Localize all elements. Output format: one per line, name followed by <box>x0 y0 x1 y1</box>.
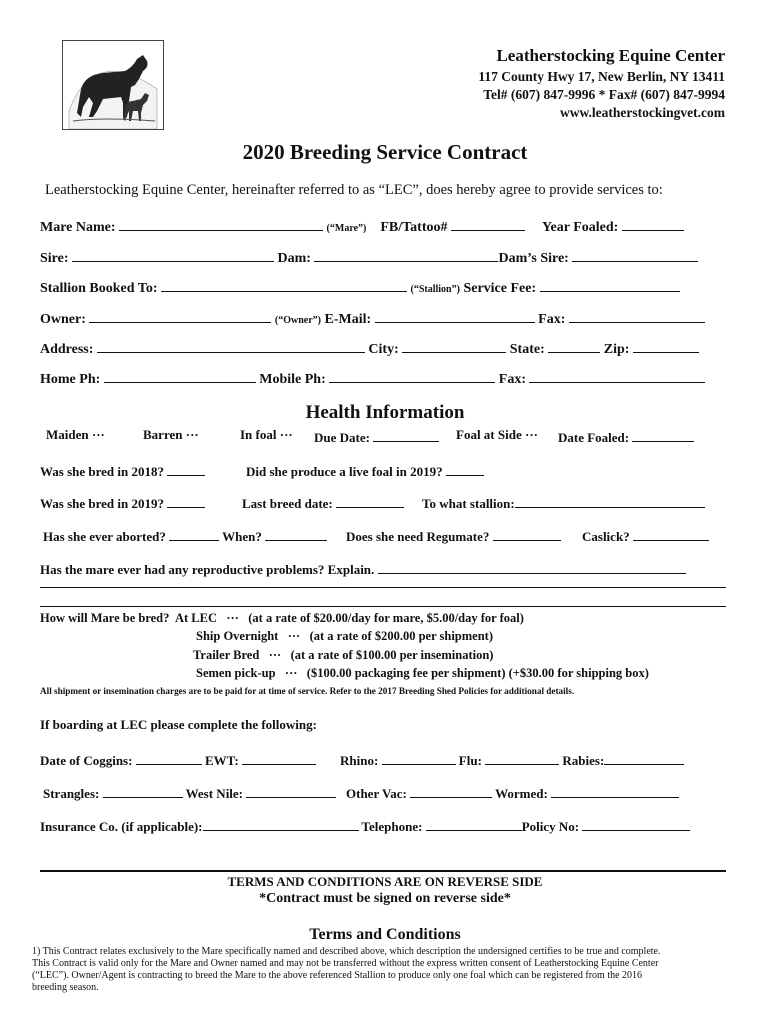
fb-tattoo-field[interactable] <box>451 216 525 231</box>
ewt-field[interactable] <box>242 750 316 765</box>
dam-field[interactable] <box>314 247 498 262</box>
sire-label: Sire: <box>40 251 69 266</box>
service-fee-field[interactable] <box>540 277 680 292</box>
policy-field[interactable] <box>582 816 690 831</box>
fb-tattoo-label: FB/Tattoo# <box>380 220 448 235</box>
trailer-rate: (at a rate of $100.00 per insemination) <box>290 648 494 662</box>
in-foal-checkbox[interactable]: ··· <box>279 427 293 442</box>
intro-text: Leatherstocking Equine Center, hereinafter referred to as “LEC”, does hereby agree to provide services to: <box>45 182 663 198</box>
mare-name-label: Mare Name: <box>40 220 116 235</box>
section-divider <box>40 606 726 607</box>
due-date-field[interactable] <box>373 427 439 442</box>
fax2-label: Fax: <box>498 372 526 387</box>
policy-label: Policy No: <box>521 819 580 834</box>
last-breed-field[interactable] <box>336 493 404 508</box>
insurance-label: Insurance Co. (if applicable): <box>40 819 203 834</box>
flu-label: Flu: <box>458 753 482 768</box>
zip-label: Zip: <box>603 342 630 357</box>
dams-sire-field[interactable] <box>572 247 698 262</box>
mobile-phone-label: Mobile Ph: <box>259 372 326 387</box>
problems-field-line-2[interactable] <box>40 587 726 588</box>
strangles-field[interactable] <box>103 783 183 798</box>
aborted-label: Has she ever aborted? <box>43 529 166 544</box>
city-label: City: <box>368 342 399 357</box>
mare-note: (“Mare”) <box>326 223 367 234</box>
state-label: State: <box>509 342 545 357</box>
regumate-label: Does she need Regumate? <box>346 529 490 544</box>
stallion-field[interactable] <box>161 277 407 292</box>
boarding-intro: If boarding at LEC please complete the following: <box>40 717 317 732</box>
home-phone-label: Home Ph: <box>40 372 101 387</box>
at-lec-checkbox[interactable]: ··· <box>226 611 239 625</box>
coggins-field[interactable] <box>136 750 202 765</box>
org-name: Leatherstocking Equine Center <box>496 46 725 65</box>
to-stallion-label: To what stallion: <box>422 496 515 511</box>
owner-note: (“Owner”) <box>274 315 321 326</box>
bred-2018-label: Was she bred in 2018? <box>40 464 165 479</box>
ship-checkbox[interactable]: ··· <box>287 629 301 643</box>
barren-checkbox[interactable]: ··· <box>185 427 199 442</box>
service-fee-label: Service Fee: <box>463 281 537 296</box>
semen-label: Semen pick-up <box>196 666 276 680</box>
regumate-field[interactable] <box>493 526 561 541</box>
foal-at-side-checkbox[interactable]: ··· <box>524 427 538 442</box>
ship-rate: (at a rate of $200.00 per shipment) <box>309 629 494 643</box>
due-date-label: Due Date: <box>314 430 370 445</box>
semen-checkbox[interactable]: ··· <box>284 666 298 680</box>
bred-2019-label: Was she bred in 2019? <box>40 496 165 511</box>
aborted-field[interactable] <box>169 526 219 541</box>
stallion-label: Stallion Booked To: <box>40 281 158 296</box>
flu-field[interactable] <box>485 750 559 765</box>
coggins-label: Date of Coggins: <box>40 753 133 768</box>
mobile-phone-field[interactable] <box>329 368 495 383</box>
ship-label: Ship Overnight <box>196 629 279 643</box>
terms-line: breeding season. <box>32 982 99 993</box>
last-breed-label: Last breed date: <box>242 496 333 511</box>
insurance-field[interactable] <box>203 816 359 831</box>
city-field[interactable] <box>402 338 506 353</box>
telephone-field[interactable] <box>426 816 522 831</box>
trailer-label: Trailer Bred <box>193 648 260 662</box>
rhino-field[interactable] <box>382 750 456 765</box>
email-field[interactable] <box>375 308 535 323</box>
fax2-field[interactable] <box>529 368 705 383</box>
barren-label: Barren <box>143 427 183 442</box>
at-lec-label: At LEC <box>174 611 217 625</box>
address-field[interactable] <box>97 338 365 353</box>
zip-field[interactable] <box>633 338 699 353</box>
at-lec-rate: (at a rate of $20.00/day for mare, $5.00/day for foal) <box>248 611 524 625</box>
maiden-checkbox[interactable]: ··· <box>91 427 105 442</box>
problems-label: Has the mare ever had any reproductive problems? Explain. <box>40 562 375 577</box>
live-foal-field[interactable] <box>446 461 484 476</box>
to-stallion-field[interactable] <box>515 493 705 508</box>
fax-label: Fax: <box>538 312 566 327</box>
live-foal-label: Did she produce a live foal in 2019? <box>246 464 443 479</box>
dams-sire-label: Dam’s Sire: <box>498 251 569 266</box>
terms-title: Terms and Conditions <box>309 926 461 943</box>
west-nile-label: West Nile: <box>185 786 244 801</box>
signature-notice: *Contract must be signed on reverse side* <box>259 891 511 906</box>
when-field[interactable] <box>265 526 327 541</box>
dam-label: Dam: <box>277 251 311 266</box>
page-title: 2020 Breeding Service Contract <box>242 140 528 164</box>
address-label: Address: <box>40 342 94 357</box>
caslick-label: Caslick? <box>582 529 630 544</box>
year-foaled-label: Year Foaled: <box>541 220 619 235</box>
fax-field[interactable] <box>569 308 705 323</box>
org-address: 117 County Hwy 17, New Berlin, NY 13411 <box>478 69 725 84</box>
semen-rate: ($100.00 packaging fee per shipment) (+$30.00 for shipping box) <box>306 666 649 680</box>
logo <box>62 40 164 130</box>
year-foaled-field[interactable] <box>622 216 684 231</box>
date-foaled-label: Date Foaled: <box>558 430 630 445</box>
caslick-field[interactable] <box>633 526 709 541</box>
health-title: Health Information <box>305 402 465 423</box>
foal-at-side-label: Foal at Side <box>456 427 522 442</box>
org-phone-fax: Tel# (607) 847-9996 * Fax# (607) 847-9994 <box>483 87 725 102</box>
bred-2018-field[interactable] <box>167 461 205 476</box>
rhino-label: Rhino: <box>340 753 379 768</box>
sire-field[interactable] <box>72 247 274 262</box>
trailer-checkbox[interactable]: ··· <box>268 648 282 662</box>
state-field[interactable] <box>548 338 600 353</box>
stallion-note: (“Stallion”) <box>410 284 460 295</box>
in-foal-label: In foal <box>240 427 277 442</box>
email-label: E-Mail: <box>324 312 372 327</box>
other-vac-field[interactable] <box>410 783 492 798</box>
west-nile-field[interactable] <box>246 783 336 798</box>
wormed-field[interactable] <box>551 783 679 798</box>
terms-text <box>32 946 732 994</box>
telephone-label: Telephone: <box>361 819 423 834</box>
terms-line: This Contract is valid only for the Mare and Owner named and may not be transferred without the express written consent of Leatherstocking Equine Center <box>32 958 659 969</box>
rabies-label: Rabies: <box>562 753 605 768</box>
horse-logo-icon <box>63 41 163 129</box>
owner-field[interactable] <box>89 308 271 323</box>
terms-line: (“LEC”). Owner/Agent is contracting to breed the Mare to the above referenced Stallion to produce only one foal which can be registered from the 2016 <box>32 970 643 981</box>
footer-divider <box>40 870 726 872</box>
problems-field[interactable] <box>378 559 686 574</box>
reverse-notice: TERMS AND CONDITIONS ARE ON REVERSE SIDE <box>227 874 543 889</box>
charges-notice: All shipment or insemination charges are to be paid for at time of service. Refer to the 2017 Breeding Shed Policies for additional details. <box>40 686 575 696</box>
ewt-label: EWT: <box>204 753 239 768</box>
terms-line: 1) This Contract relates exclusively to the Mare specifically named and described above, which description the undersigned certifies to be true and complete. <box>32 946 661 957</box>
when-label: When? <box>222 529 262 544</box>
home-phone-field[interactable] <box>104 368 256 383</box>
bred-2019-field[interactable] <box>167 493 205 508</box>
wormed-label: Wormed: <box>495 786 548 801</box>
rabies-field[interactable] <box>604 750 684 765</box>
org-website: www.leatherstockingvet.com <box>560 105 725 120</box>
mare-name-field[interactable] <box>119 216 323 231</box>
maiden-label: Maiden <box>46 427 89 442</box>
bred-question: How will Mare be bred? <box>40 611 170 625</box>
strangles-label: Strangles: <box>43 786 100 801</box>
other-vac-label: Other Vac: <box>346 786 407 801</box>
owner-label: Owner: <box>40 312 86 327</box>
date-foaled-field[interactable] <box>632 427 694 442</box>
